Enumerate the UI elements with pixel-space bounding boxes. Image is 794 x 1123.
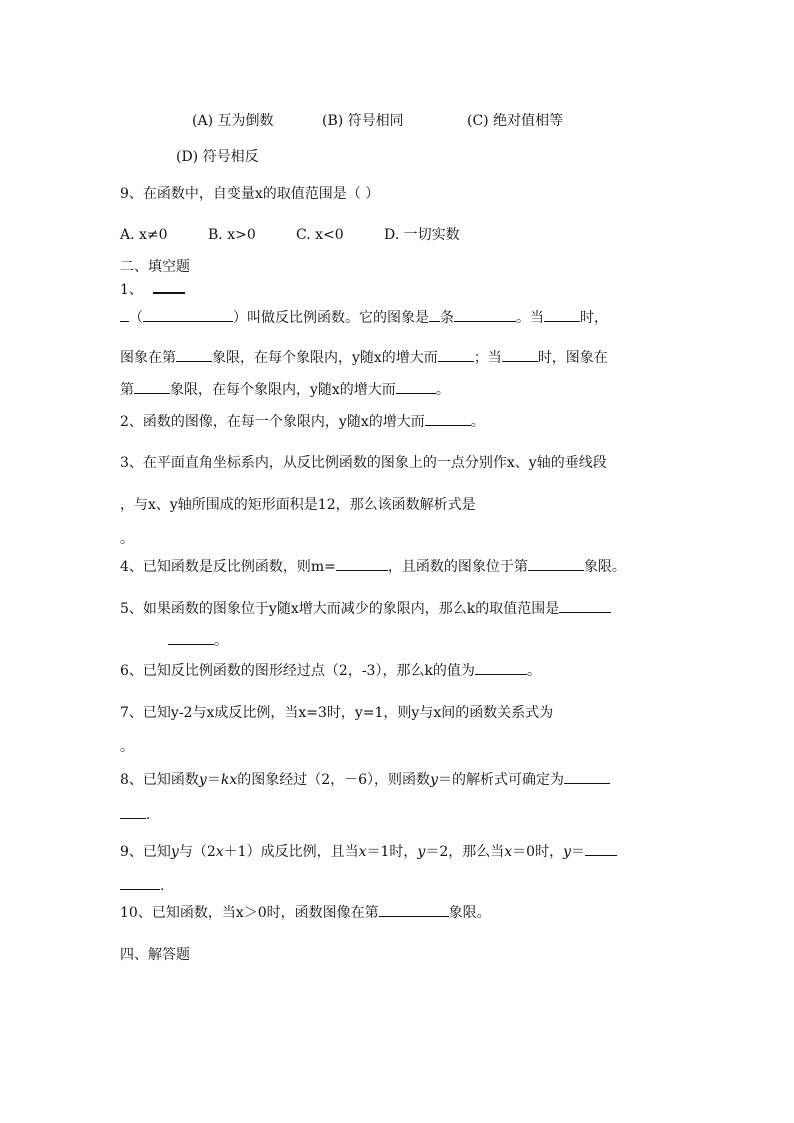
fill-5-line-1 — [120, 600, 611, 618]
fill-2 — [120, 413, 485, 431]
blank — [425, 413, 471, 426]
text: ，且函数的图象位于第 — [387, 559, 528, 575]
text: 8、已知函数 — [120, 772, 199, 788]
blank — [176, 349, 212, 362]
section-fill-title: 二、填空题 — [120, 259, 190, 275]
blank — [585, 843, 617, 856]
text: 。 — [214, 633, 228, 649]
var: x — [358, 844, 367, 860]
q9-option-a: A. x≠0 — [120, 227, 168, 243]
text: ＝ — [206, 772, 221, 788]
blank — [396, 381, 436, 394]
fill-1-line-2 — [120, 349, 608, 367]
blank — [379, 904, 449, 917]
fill-1-num-text: 1、 — [120, 282, 143, 298]
fill-1-number — [120, 280, 185, 299]
text: 象限，在每个象限内，y随x的增大而 — [170, 382, 396, 398]
text: 的图象经过（2，－6），则函数 — [237, 772, 431, 788]
fill-3-line-2: ，与x、y轴所围成的矩形面积是12，那么该函数解析式是 — [120, 497, 476, 513]
fill-10 — [120, 904, 491, 922]
text: ＝ — [571, 844, 586, 860]
text: 象限。 — [583, 559, 626, 575]
text: 象限。 — [448, 905, 491, 921]
text: 。 — [435, 382, 450, 398]
blank — [120, 806, 146, 819]
fill-8-line-2 — [120, 806, 150, 824]
text: 4、已知函数是反比例函数，则m= — [120, 559, 336, 575]
var: y — [430, 772, 438, 788]
text: ）叫做反比例函数。它的图象是 — [233, 310, 429, 326]
var: y — [417, 844, 426, 860]
fill-4 — [120, 558, 626, 576]
text: 时，图象在 — [537, 350, 608, 366]
text: 6、已知反比例函数的图形经过点（2，-3），那么k的值为 — [120, 663, 475, 679]
text: ＝1时， — [366, 844, 418, 860]
blank — [429, 309, 440, 322]
option-b: (B) 符号相同 — [322, 113, 404, 129]
option-a: (A) 互为倒数 — [192, 113, 274, 129]
text: ；当 — [473, 350, 502, 366]
fill-3-line-3: 。 — [120, 531, 134, 547]
blank — [120, 877, 160, 890]
fill-9-line-1 — [120, 843, 617, 861]
var: kx — [220, 772, 238, 788]
var: y — [170, 844, 179, 860]
fill-7-line-1: 7、已知y-2与x成反比例，当x=3时，y=1，则y与x间的函数关系式为 — [120, 705, 554, 721]
text: . — [160, 878, 165, 894]
blank — [168, 632, 214, 645]
blank — [120, 309, 129, 322]
text: 2、函数的图像，在每一个象限内，y随x的增大而 — [120, 414, 425, 430]
fill-7-line-2: 。 — [120, 739, 134, 755]
text: 图象在第 — [120, 350, 176, 366]
q9-option-d: D. 一切实数 — [384, 227, 460, 243]
text: 。 — [470, 414, 485, 430]
blank — [559, 600, 611, 613]
text: （ — [129, 310, 143, 326]
section-answer-title: 四、解答题 — [120, 947, 190, 963]
fill-1-line-3 — [120, 381, 450, 399]
blank — [336, 558, 388, 571]
text: . — [146, 807, 151, 823]
q9-option-c: C. x<0 — [296, 227, 344, 243]
blank — [544, 309, 580, 322]
fill-8-line-1 — [120, 771, 610, 789]
fill-1-blank-title — [153, 280, 185, 294]
text: 。 — [526, 663, 541, 679]
text: ＝0时， — [512, 844, 564, 860]
blank — [475, 662, 527, 675]
text: 5、如果函数的图象位于y随x增大而减少的象限内，那么k的取值范围是 — [120, 601, 560, 617]
q9-option-b: B. x>0 — [208, 227, 256, 243]
blank — [454, 309, 516, 322]
fill-5-line-2 — [168, 632, 228, 650]
text: 10、已知函数，当x＞0时，函数图像在第 — [120, 905, 379, 921]
blank — [528, 558, 584, 571]
text: 第 — [120, 382, 134, 398]
blank — [502, 349, 538, 362]
var: x — [215, 844, 224, 860]
text: ＝2，那么当 — [425, 844, 505, 860]
option-d: (D) 符号相反 — [176, 149, 259, 165]
var: y — [563, 844, 572, 860]
blank — [143, 309, 233, 322]
var: y — [198, 772, 207, 788]
text: 象限，在每个象限内，y随x的增大而 — [212, 350, 438, 366]
fill-3-line-1: 3、在平面直角坐标系内，从反比例函数的图象上的一点分别作x、y轴的垂线段 — [120, 455, 607, 471]
text: 9、已知 — [120, 844, 171, 860]
text: 时， — [580, 310, 608, 326]
text: 与（2 — [178, 844, 216, 860]
text: 。当 — [516, 310, 544, 326]
blank — [564, 771, 610, 784]
text: ＝的解析式可确定为 — [437, 772, 564, 788]
fill-9-line-2 — [120, 877, 164, 895]
fill-1-line-1 — [120, 309, 608, 327]
blank — [134, 381, 170, 394]
blank — [438, 349, 474, 362]
question-9: 9、在函数中，自变量x的取值范围是（ ） — [120, 186, 380, 202]
text: ＋1）成反比例，且当 — [223, 844, 359, 860]
var: x — [504, 844, 513, 860]
fill-6 — [120, 662, 541, 680]
text: 条 — [440, 310, 454, 326]
option-c: (C) 绝对值相等 — [467, 113, 564, 129]
